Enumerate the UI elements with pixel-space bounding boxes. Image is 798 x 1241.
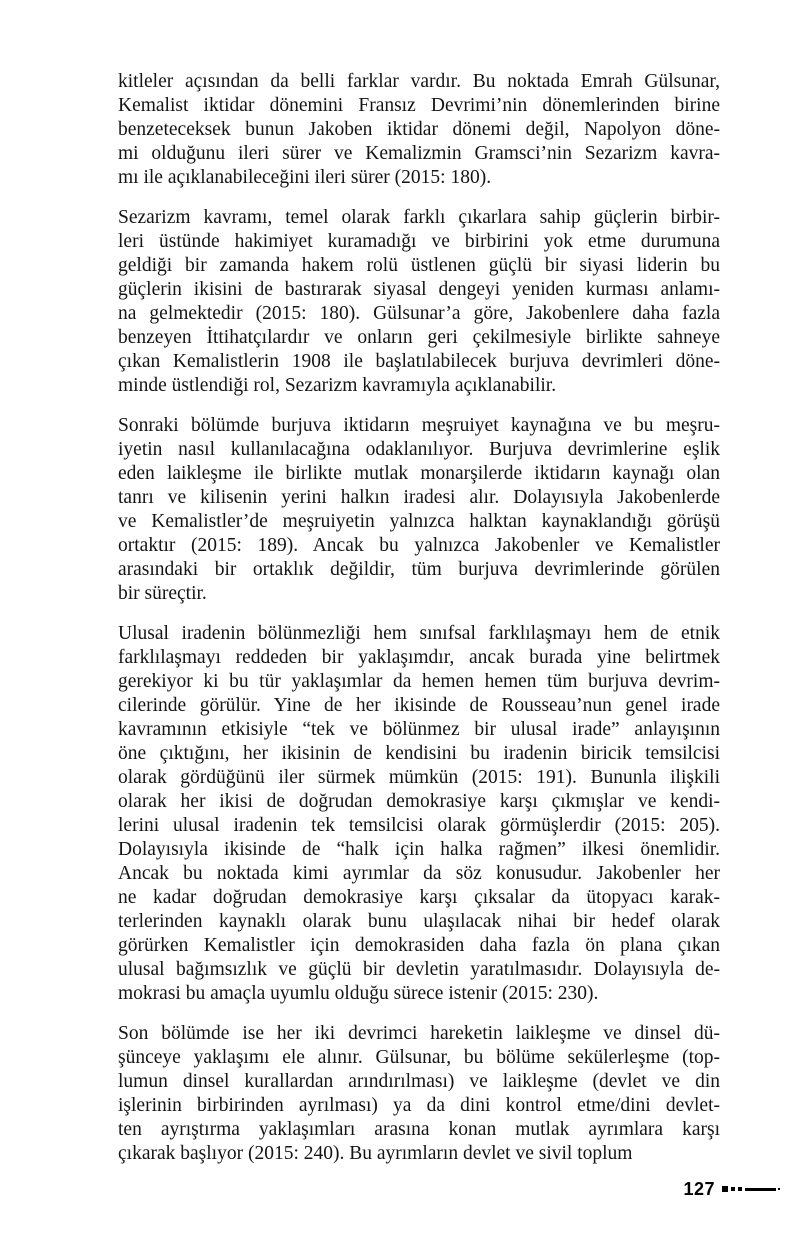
footer-square-icon bbox=[738, 1187, 742, 1191]
text-line: minde üstlendiği rol, Sezarizm kavramıyla açıklanabilir. bbox=[118, 375, 557, 396]
text-line: gerekiyor ki bu tür yaklaşımlar da hemen hemen tüm burjuva devrim- bbox=[118, 671, 720, 692]
footer-rule bbox=[745, 1188, 776, 1191]
text-line: Ulusal iradenin bölünmezliği hem sınıfsal farklılaşmayı hem de etnik bbox=[118, 623, 720, 644]
page-footer bbox=[683, 1180, 780, 1198]
text-line: şünceye yaklaşımı ele alınır. Gülsunar, bu bölüme sekülerleşme (top- bbox=[118, 1047, 720, 1068]
text-line: farklılaşmayı reddeden bir yaklaşımdır, ancak burada yine belirtmek bbox=[118, 647, 720, 668]
text-line: çıkan Kemalistlerin 1908 ile başlatılabilecek burjuva devrimleri döne- bbox=[118, 351, 720, 372]
text-line: mi olduğunu ileri sürer ve Kemalizmin Gramsci’nin Sezarizm kavra- bbox=[118, 143, 720, 164]
text-line: görürken Kemalistler için demokrasiden daha fazla ön plana çıkan bbox=[118, 935, 720, 956]
paragraph bbox=[118, 414, 720, 606]
text-line: benzeteceksek bunun Jakoben iktidar dönemi değil, Napolyon döne- bbox=[118, 119, 720, 140]
paragraph bbox=[118, 206, 720, 398]
paragraph bbox=[118, 70, 720, 190]
text-line: lerini ulusal iradenin tek temsilcisi olarak görmüşlerdir (2015: 205). bbox=[118, 815, 720, 836]
text-line: bir süreçtir. bbox=[118, 583, 207, 604]
text-line: güçlerin ikisini de bastırarak siyasal dengeyi yeniden kurması anlamı- bbox=[118, 279, 720, 300]
text-line: arasındaki bir ortaklık değildir, tüm burjuva devrimlerinde görülen bbox=[118, 559, 720, 580]
footer-square-icon bbox=[731, 1187, 735, 1191]
text-line: benzeyen İttihatçılardır ve onların geri çekilmesiyle birlikte sahneye bbox=[118, 327, 720, 348]
text-line: kitleler açısından da belli farklar vardır. Bu noktada Emrah Gülsunar, bbox=[118, 71, 720, 92]
text-line: çıkarak başlıyor (2015: 240). Bu ayrımların devlet ve sivil toplum bbox=[118, 1143, 633, 1164]
text-line: ten ayrıştırma yaklaşımları arasına konan mutlak ayrımlara karşı bbox=[118, 1119, 720, 1140]
text-line: terlerinden kaynaklı olarak bunu ulaşılacak nihai bir hedef olarak bbox=[118, 911, 720, 932]
text-line: Dolayısıyla ikisinde de “halk için halka rağmen” ilkesi önemlidir. bbox=[118, 839, 720, 860]
text-line: olarak gördüğünü iler sürmek mümkün (2015: 191). Bununla ilişkili bbox=[118, 767, 720, 788]
text-line: geldiği bir zamanda hakem rolü üstlenen güçlü bir siyasi liderin bu bbox=[118, 255, 720, 276]
text-line: kavramının etkisiyle “tek ve bölünmez bir ulusal irade” anlayışının bbox=[118, 719, 720, 740]
text-line: iyetin nasıl kullanılacağına odaklanılıyor. Burjuva devrimlerine eşlik bbox=[118, 439, 720, 460]
text-line: leri üstünde hakimiyet kuramadığı ve birbirini yok etme durumuna bbox=[118, 231, 720, 252]
text-line: ulusal bağımsızlık ve güçlü bir devletin yaratılmasıdır. Dolayısıyla de- bbox=[118, 959, 720, 980]
text-line: lumun dinsel kurallardan arındırılması) ve laikleşme (devlet ve din bbox=[118, 1071, 720, 1092]
text-line: işlerinin birbirinden ayrılması) ya da dini kontrol etme/dini devlet- bbox=[118, 1095, 720, 1116]
text-line: Sezarizm kavramı, temel olarak farklı çıkarlara sahip güçlerin birbir- bbox=[118, 207, 720, 228]
text-block bbox=[118, 70, 720, 1182]
text-line: tanrı ve kilisenin yerini halkın iradesi alır. Dolayısıyla Jakobenlerde bbox=[118, 487, 720, 508]
footer-square-icon bbox=[722, 1186, 728, 1192]
paragraph bbox=[118, 622, 720, 1006]
text-line: öne çıktığını, her ikisinin de kendisini bu iradenin biricik temsilcisi bbox=[118, 743, 720, 764]
text-line: mı ile açıklanabileceğini ileri sürer (2015: 180). bbox=[118, 167, 492, 188]
text-line: cilerinde görülür. Yine de her ikisinde de Rousseau’nun genel irade bbox=[118, 695, 720, 716]
text-line: mokrasi bu amaçla uyumlu olduğu sürece istenir (2015: 230). bbox=[118, 983, 599, 1004]
footer-end-dot-icon bbox=[778, 1188, 780, 1190]
text-line: ve Kemalistler’de meşruiyetin yalnızca halktan kaynaklandığı görüşü bbox=[118, 511, 720, 532]
text-line: na gelmektedir (2015: 180). Gülsunar’a göre, Jakobenlere daha fazla bbox=[118, 303, 720, 324]
text-line: olarak her ikisi de doğrudan demokrasiye karşı çıkmışlar ve kendi- bbox=[118, 791, 720, 812]
text-line: Kemalist iktidar dönemini Fransız Devrimi’nin dönemlerinden birine bbox=[118, 95, 720, 116]
text-line: Sonraki bölümde burjuva iktidarın meşruiyet kaynağına ve bu meşru- bbox=[118, 415, 720, 436]
page-number: 127 bbox=[683, 1179, 715, 1199]
text-line: ne kadar doğrudan demokrasiye karşı çıksalar da ütopyacı karak- bbox=[118, 887, 720, 908]
paragraph bbox=[118, 1022, 720, 1166]
text-line: Son bölümde ise her iki devrimci hareketin laikleşme ve dinsel dü- bbox=[118, 1023, 720, 1044]
text-line: ortaktır (2015: 189). Ancak bu yalnızca Jakobenler ve Kemalistler bbox=[118, 535, 720, 556]
text-line: Ancak bu noktada kimi ayrımlar da söz konusudur. Jakobenler her bbox=[118, 863, 720, 884]
text-line: eden laikleşme ile birlikte mutlak monarşilerde iktidarın kaynağı olan bbox=[118, 463, 720, 484]
